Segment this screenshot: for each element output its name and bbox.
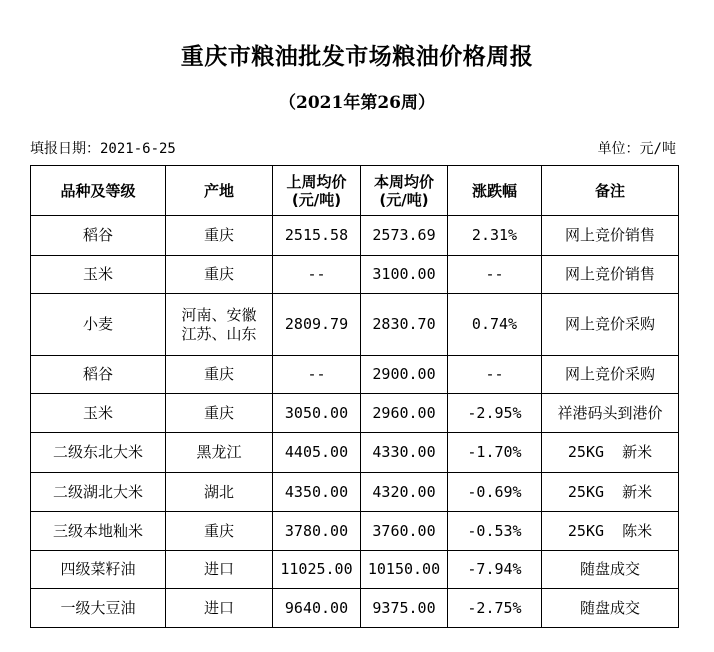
cell-this-week-price: 10150.00 [361,551,448,589]
cell-change: 2.31% [448,216,542,256]
table-row [31,473,679,512]
cell-origin: 湖北 [166,473,273,512]
cell-variety: 三级本地籼米 [31,512,166,551]
header-cell-change: 涨跌幅 [448,166,542,216]
cell-origin: 重庆 [166,512,273,551]
table-row [31,294,679,356]
cell-variety: 小麦 [31,294,166,356]
cell-origin: 重庆 [166,256,273,294]
cell-remark: 网上竞价销售 [542,216,679,256]
cell-last-week-price: 11025.00 [273,551,361,589]
cell-this-week-price: 2573.69 [361,216,448,256]
report-date: 填报日期：2021-6-25 [30,141,176,157]
cell-remark: 25KG 新米 [542,473,679,512]
cell-this-week-price: 2960.00 [361,394,448,433]
cell-this-week-price: 3760.00 [361,512,448,551]
cell-change: -- [448,356,542,394]
cell-variety: 一级大豆油 [31,589,166,628]
unit-label: 单位：元/吨 [597,141,676,157]
table-row [31,394,679,433]
cell-this-week-price: 2830.70 [361,294,448,356]
cell-remark: 随盘成交 [542,551,679,589]
cell-remark: 祥港码头到港价 [542,394,679,433]
cell-origin: 黑龙江 [166,433,273,473]
cell-remark: 网上竞价采购 [542,294,679,356]
table-row [31,512,679,551]
cell-remark: 随盘成交 [542,589,679,628]
cell-remark: 网上竞价采购 [542,356,679,394]
table-row [31,256,679,294]
page-subtitle: （2021年第26周） [279,93,435,113]
cell-this-week-price: 2900.00 [361,356,448,394]
cell-variety: 二级湖北大米 [31,473,166,512]
cell-change: 0.74% [448,294,542,356]
header-cell-remark: 备注 [542,166,679,216]
cell-variety: 二级东北大米 [31,433,166,473]
cell-last-week-price: 4350.00 [273,473,361,512]
cell-last-week-price: 3780.00 [273,512,361,551]
cell-last-week-price: -- [273,256,361,294]
cell-origin: 河南、安徽 江苏、山东 [166,294,273,356]
table-row [31,589,679,628]
cell-change: -1.70% [448,433,542,473]
table-row [31,551,679,589]
header-cell-variety: 品种及等级 [31,166,166,216]
header-cell-last-week-price: 上周均价 (元/吨) [273,166,361,216]
cell-change: -0.69% [448,473,542,512]
cell-change: -2.95% [448,394,542,433]
cell-this-week-price: 4320.00 [361,473,448,512]
cell-change: -- [448,256,542,294]
cell-remark: 25KG 新米 [542,433,679,473]
cell-last-week-price: 2809.79 [273,294,361,356]
table-row [31,356,679,394]
cell-change: -2.75% [448,589,542,628]
cell-this-week-price: 9375.00 [361,589,448,628]
cell-remark: 网上竞价销售 [542,256,679,294]
header-cell-this-week-price: 本周均价 (元/吨) [361,166,448,216]
cell-this-week-price: 3100.00 [361,256,448,294]
table-row [31,433,679,473]
table-header-row [31,166,679,216]
cell-last-week-price: 2515.58 [273,216,361,256]
cell-remark: 25KG 陈米 [542,512,679,551]
cell-last-week-price: -- [273,356,361,394]
cell-variety: 稻谷 [31,356,166,394]
cell-origin: 进口 [166,551,273,589]
cell-variety: 玉米 [31,256,166,294]
cell-origin: 进口 [166,589,273,628]
cell-origin: 重庆 [166,394,273,433]
cell-last-week-price: 9640.00 [273,589,361,628]
cell-change: -0.53% [448,512,542,551]
cell-variety: 稻谷 [31,216,166,256]
header-cell-origin: 产地 [166,166,273,216]
page-title: 重庆市粮油批发市场粮油价格周报 [180,43,534,70]
cell-origin: 重庆 [166,216,273,256]
cell-origin: 重庆 [166,356,273,394]
cell-variety: 四级菜籽油 [31,551,166,589]
cell-change: -7.94% [448,551,542,589]
cell-variety: 玉米 [31,394,166,433]
cell-last-week-price: 3050.00 [273,394,361,433]
table-row [31,216,679,256]
cell-this-week-price: 4330.00 [361,433,448,473]
cell-last-week-price: 4405.00 [273,433,361,473]
price-table [30,165,679,628]
